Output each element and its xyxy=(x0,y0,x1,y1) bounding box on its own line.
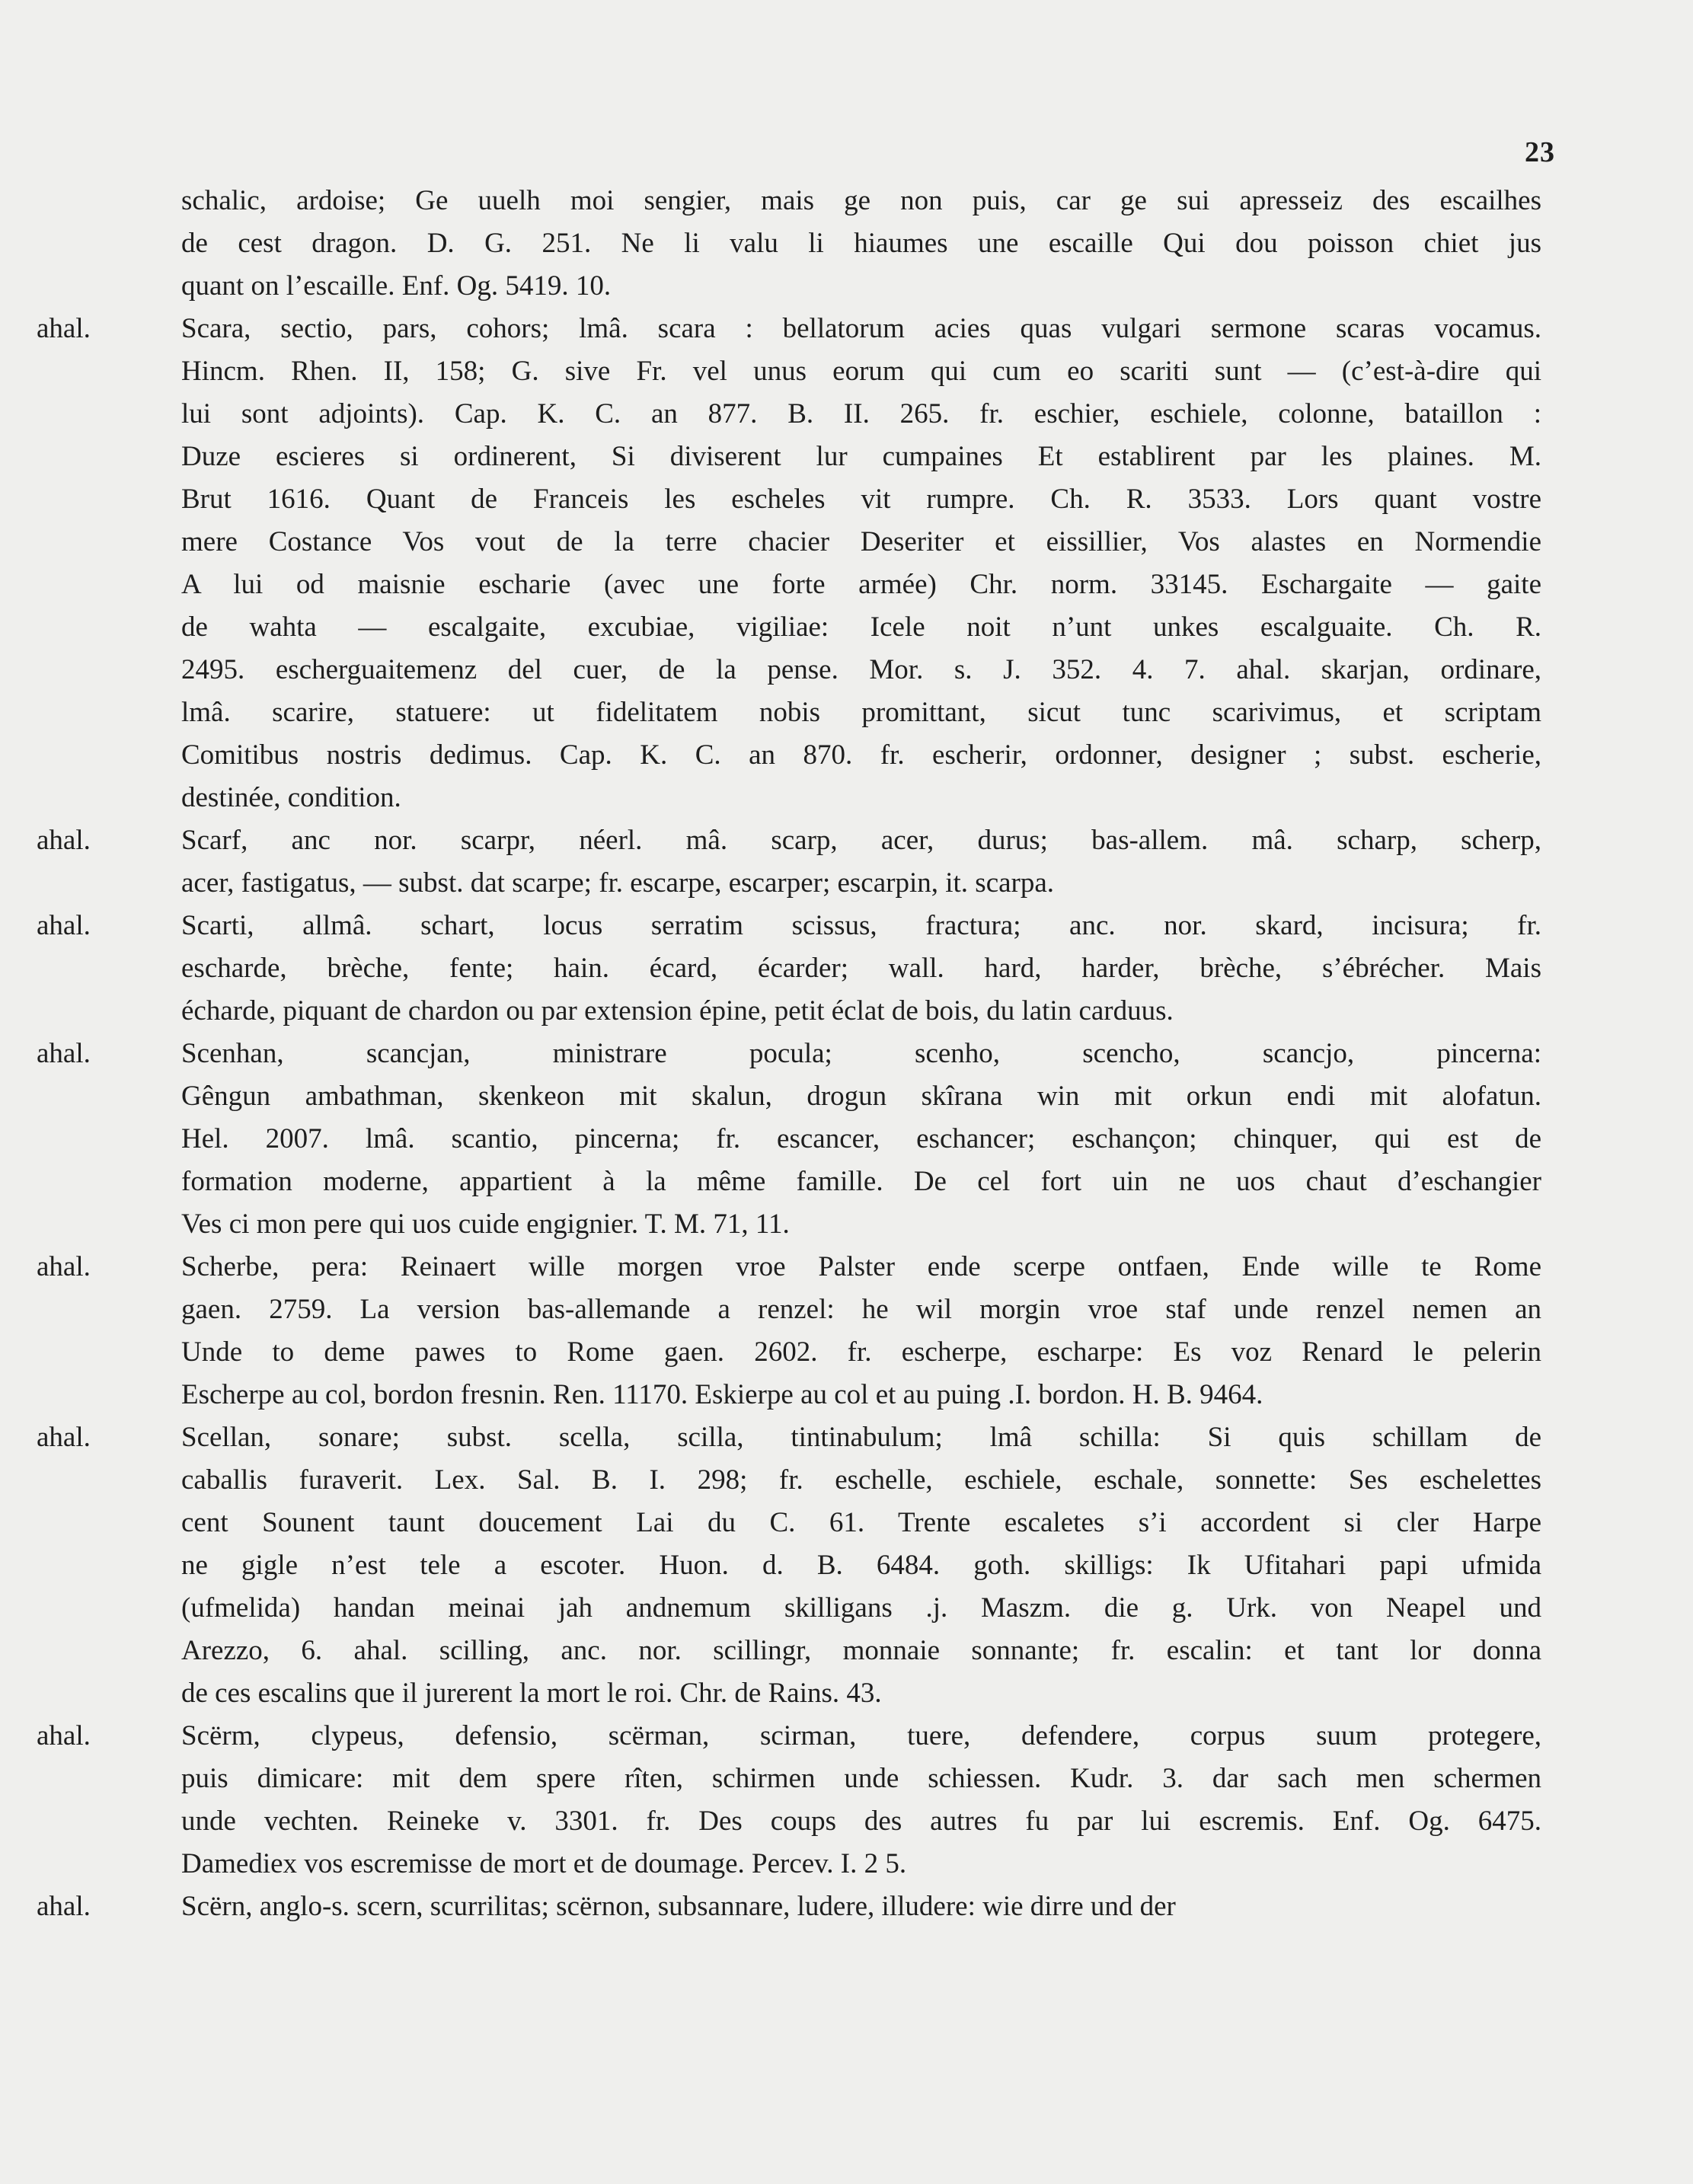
text-line: Scarf, anc nor. scarpr, néerl. mâ. scarp, acer, durus; bas-allem. mâ. scharp, scherp, xyxy=(181,825,1541,856)
language-tag: ahal. xyxy=(37,313,91,344)
text-line: Duze escieres si ordinerent, Si diviserent lur cumpaines Et establirent par les plaines. M. xyxy=(181,441,1541,472)
text-line: schalic, ardoise; Ge uuelh moi sengier, mais ge non puis, car ge sui apresseiz des escailhes xyxy=(181,185,1541,216)
language-tag xyxy=(37,180,151,222)
text-line: Scarti, allmâ. schart, locus serratim scissus, fractura; anc. nor. skard, incisura; fr. xyxy=(181,910,1541,941)
text-line: Scenhan, scancjan, ministrare pocula; scenho, scencho, scancjo, pincerna: xyxy=(181,1038,1541,1069)
text-line: Unde to deme pawes to Rome gaen. 2602. fr. escherpe, escharpe: Es voz Renard le pelerin xyxy=(181,1336,1541,1368)
text-line: quant on l’escaille. Enf. Og. 5419. 10. xyxy=(181,270,612,302)
text-line: (ufmelida) handan meinai jah andnemum skilligans .j. Maszm. die g. Urk. von Neapel und xyxy=(181,1592,1541,1624)
dictionary-entries xyxy=(37,180,1541,1928)
text-line: lui sont adjoints). Cap. K. C. an 877. B. II. 265. fr. eschier, eschiele, colonne, bataillon : xyxy=(181,398,1541,429)
text-line: Scellan, sonare; subst. scella, scilla, tintinabulum; lmâ schilla: Si quis schillam de xyxy=(181,1422,1541,1453)
language-tag: ahal. xyxy=(37,1422,91,1453)
dictionary-entry xyxy=(37,1715,1541,1885)
text-line: Escherpe au col, bordon fresnin. Ren. 11170. Eskierpe au col et au puing .I. bordon. H. B. 9464. xyxy=(181,1379,1263,1410)
dictionary-entry xyxy=(37,1033,1541,1246)
text-line: Hel. 2007. lmâ. scantio, pincerna; fr. escancer, eschancer; eschançon; chinquer, qui est de xyxy=(181,1123,1541,1154)
language-tag: ahal. xyxy=(37,1720,91,1751)
text-line: A lui od maisnie escharie (avec une forte armée) Chr. norm. 33145. Eschargaite — gaite xyxy=(181,569,1541,600)
text-line: mere Costance Vos vout de la terre chacier Deseriter et eissillier, Vos alastes en Normendie xyxy=(181,526,1541,557)
text-line: 2495. escherguaitemenz del cuer, de la pense. Mor. s. J. 352. 4. 7. ahal. skarjan, ordinare, xyxy=(181,654,1541,685)
text-line: Scërn, anglo-s. scern, scurrilitas; scërnon, subsannare, ludere, illudere: wie dirre und der xyxy=(181,1891,1176,1922)
text-line: Arezzo, 6. ahal. scilling, anc. nor. scillingr, monnaie sonnante; fr. escalin: et tant lor donna xyxy=(181,1635,1541,1666)
text-line: cent Sounent taunt doucement Lai du C. 61. Trente escaletes s’i accordent si cler Harpe xyxy=(181,1507,1541,1538)
text-line: unde vechten. Reineke v. 3301. fr. Des coups des autres fu par lui escremis. Enf. Og. 6475. xyxy=(181,1806,1541,1837)
text-line: de wahta — escalgaite, excubiae, vigiliae: Icele noit n’unt unkes escalguaite. Ch. R. xyxy=(181,611,1541,643)
text-line: gaen. 2759. La version bas-allemande a renzel: he wil morgin vroe staf unde renzel nemen an xyxy=(181,1294,1541,1325)
dictionary-entry xyxy=(37,180,1541,308)
text-line: ne gigle n’est tele a escoter. Huon. d. B. 6484. goth. skilligs: Ik Ufitahari papi ufmida xyxy=(181,1550,1541,1581)
page-number: 23 xyxy=(1525,136,1555,168)
text-line: destinée, condition. xyxy=(181,782,401,813)
text-line: Scara, sectio, pars, cohors; lmâ. scara : bellatorum acies quas vulgari sermone scaras vocamus. xyxy=(181,313,1541,344)
text-line: Hincm. Rhen. II, 158; G. sive Fr. vel unus eorum qui cum eo scariti sunt — (c’est-à-dire qui xyxy=(181,356,1541,387)
text-line: formation moderne, appartient à la même famille. De cel fort uin ne uos chaut d’eschangier xyxy=(181,1166,1541,1197)
text-line: caballis furaverit. Lex. Sal. B. I. 298; fr. eschelle, eschiele, eschale, sonnette: Ses eschelettes xyxy=(181,1464,1541,1496)
text-line: Comitibus nostris dedimus. Cap. K. C. an 870. fr. escherir, ordonner, designer ; subst. escherie, xyxy=(181,739,1541,771)
text-line: écharde, piquant de chardon ou par extension épine, petit éclat de bois, du latin carduus. xyxy=(181,995,1174,1027)
dictionary-entry xyxy=(37,1246,1541,1416)
text-line: Scërm, clypeus, defensio, scërman, scirman, tuere, defendere, corpus suum protegere, xyxy=(181,1720,1541,1751)
text-line: Gêngun ambathman, skenkeon mit skalun, drogun skîrana win mit orkun endi mit alofatun. xyxy=(181,1081,1541,1112)
dictionary-entry xyxy=(37,1885,1541,1928)
text-line: Damediex vos escremisse de mort et de doumage. Percev. I. 2 5. xyxy=(181,1848,907,1879)
text-line: Brut 1616. Quant de Franceis les escheles vit rumpre. Ch. R. 3533. Lors quant vostre xyxy=(181,484,1541,515)
text-line: lmâ. scarire, statuere: ut fidelitatem nobis promittant, sicut tunc scarivimus, et scriptam xyxy=(181,697,1541,728)
text-line: de ces escalins que il jurerent la mort le roi. Chr. de Rains. 43. xyxy=(181,1678,882,1709)
dictionary-entry xyxy=(37,905,1541,1033)
language-tag: ahal. xyxy=(37,1251,91,1282)
text-line: puis dimicare: mit dem spere rîten, schirmen unde schiessen. Kudr. 3. dar sach men schermen xyxy=(181,1763,1541,1794)
text-line: Scherbe, pera: Reinaert wille morgen vroe Palster ende scerpe ontfaen, Ende wille te Rome xyxy=(181,1251,1541,1282)
language-tag: ahal. xyxy=(37,1038,91,1069)
text-line: de cest dragon. D. G. 251. Ne li valu li hiaumes une escaille Qui dou poisson chiet jus xyxy=(181,228,1541,259)
dictionary-entry xyxy=(37,308,1541,819)
dictionary-entry xyxy=(37,1416,1541,1715)
language-tag: ahal. xyxy=(37,1891,91,1922)
text-line: Ves ci mon pere qui uos cuide engignier. T. M. 71, 11. xyxy=(181,1209,790,1240)
language-tag: ahal. xyxy=(37,910,91,941)
language-tag: ahal. xyxy=(37,825,91,856)
text-line: acer, fastigatus, — subst. dat scarpe; fr. escarpe, escarper; escarpin, it. scarpa. xyxy=(181,867,1055,899)
text-line: escharde, brèche, fente; hain. écard, écarder; wall. hard, harder, brèche, s’ébrécher. Mais xyxy=(181,953,1541,984)
dictionary-entry xyxy=(37,819,1541,905)
